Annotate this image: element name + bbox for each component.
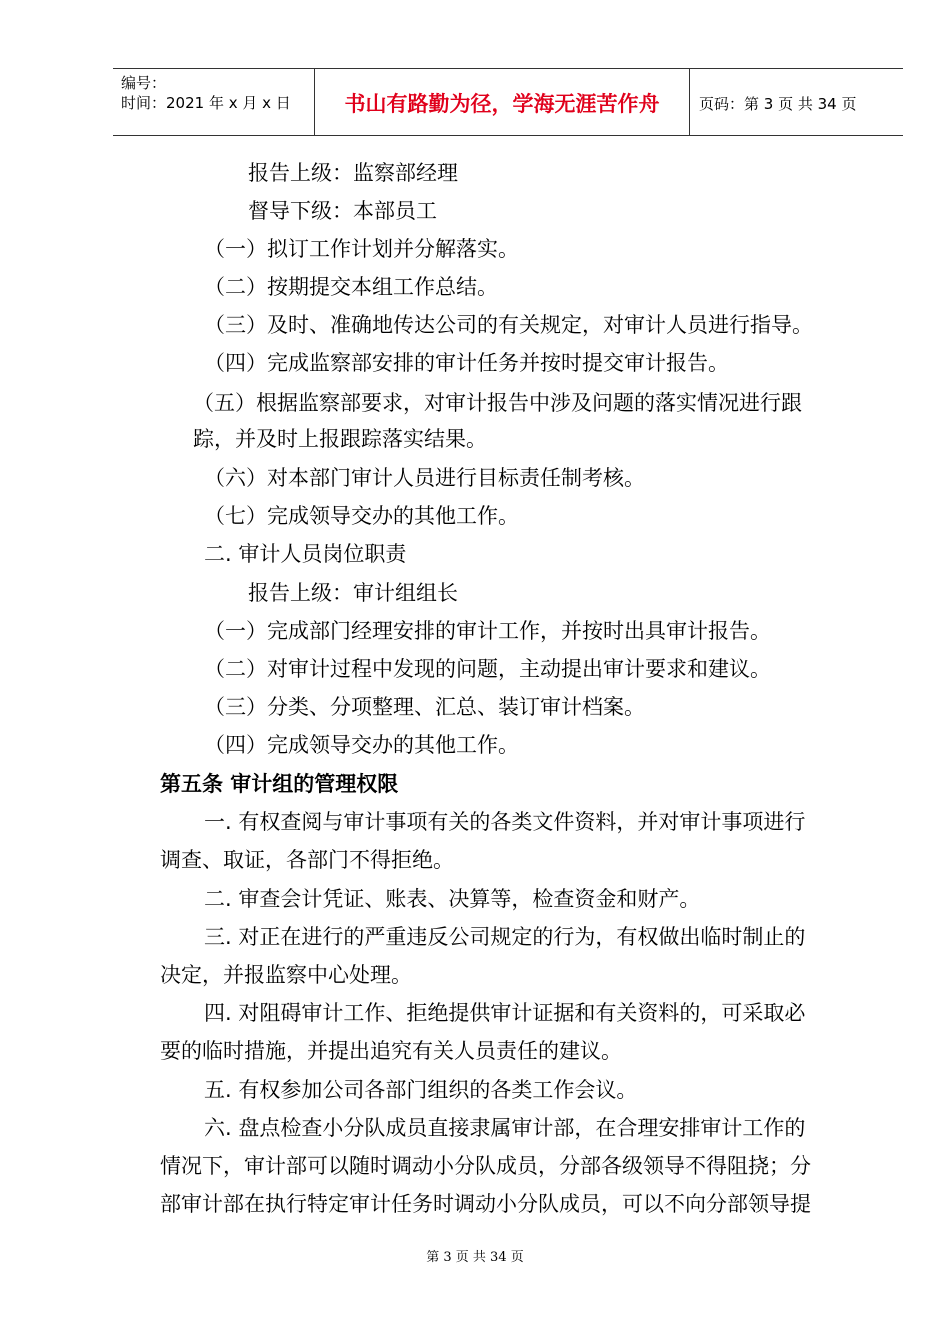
page-footer: 第 3 页 共 34 页 (426, 1250, 524, 1265)
text-line: 部审计部在执行特定审计任务时调动小分队成员，可以不向分部领导提 (160, 1192, 811, 1216)
text-line: （七）完成领导交办的其他工作。 (204, 504, 519, 528)
text-line: 踪，并及时上报跟踪落实结果。 (193, 427, 487, 451)
text-line: （四）完成领导交办的其他工作。 (204, 733, 519, 757)
text-line: 报告上级：监察部经理 (248, 161, 458, 185)
text-line: （二）按期提交本组工作总结。 (204, 275, 498, 299)
text-line: （五）根据监察部要求，对审计报告中涉及问题的落实情况进行跟 (193, 391, 802, 415)
text-line: （一）拟订工作计划并分解落实。 (204, 237, 519, 261)
text-line: （三）及时、准确地传达公司的有关规定，对审计人员进行指导。 (204, 313, 813, 337)
text-line: 五. 有权参加公司各部门组织的各类工作会议。 (204, 1078, 638, 1102)
text-line: （一）完成部门经理安排的审计工作，并按时出具审计报告。 (204, 619, 771, 643)
text-line: 要的临时措施，并提出追究有关人员责任的建议。 (160, 1039, 622, 1063)
text-line: 报告上级：审计组组长 (248, 581, 458, 605)
text-line: 决定，并报监察中心处理。 (160, 963, 412, 987)
text-line: （三）分类、分项整理、汇总、装订审计档案。 (204, 695, 645, 719)
doc-number-label: 编号： (121, 74, 167, 92)
text-line: 一. 有权查阅与审计事项有关的各类文件资料，并对审计事项进行 (204, 810, 806, 834)
text-line: 四. 对阻碍审计工作、拒绝提供审计证据和有关资料的，可采取必 (204, 1001, 806, 1025)
text-line: 二. 审计人员岗位职责 (204, 542, 407, 566)
text-line: 调查、取证，各部门不得拒绝。 (160, 848, 454, 872)
time-label: 时间：2021 年 x 月 x 日 (121, 94, 291, 112)
text-line: 三. 对正在进行的严重违反公司规定的行为，有权做出临时制止的 (204, 925, 806, 949)
section-heading: 第五条 审计组的管理权限 (160, 772, 399, 796)
text-line: 情况下，审计部可以随时调动小分队成员，分部各级领导不得阻挠；分 (160, 1154, 811, 1178)
page-indicator: 页码：第 3 页 共 34 页 (699, 95, 857, 113)
page-header (113, 68, 903, 136)
text-line: 督导下级：本部员工 (248, 199, 437, 223)
text-line: 六. 盘点检查小分队成员直接隶属审计部，在合理安排审计工作的 (204, 1116, 806, 1140)
text-line: 二. 审查会计凭证、账表、决算等，检查资金和财产。 (204, 887, 701, 911)
text-line: （四）完成监察部安排的审计任务并按时提交审计报告。 (204, 351, 729, 375)
motto: 书山有路勤为径，学海无涯苦作舟 (314, 69, 690, 135)
text-line: （二）对审计过程中发现的问题，主动提出审计要求和建议。 (204, 657, 771, 681)
text-line: （六）对本部门审计人员进行目标责任制考核。 (204, 466, 645, 490)
header-left (121, 73, 291, 113)
